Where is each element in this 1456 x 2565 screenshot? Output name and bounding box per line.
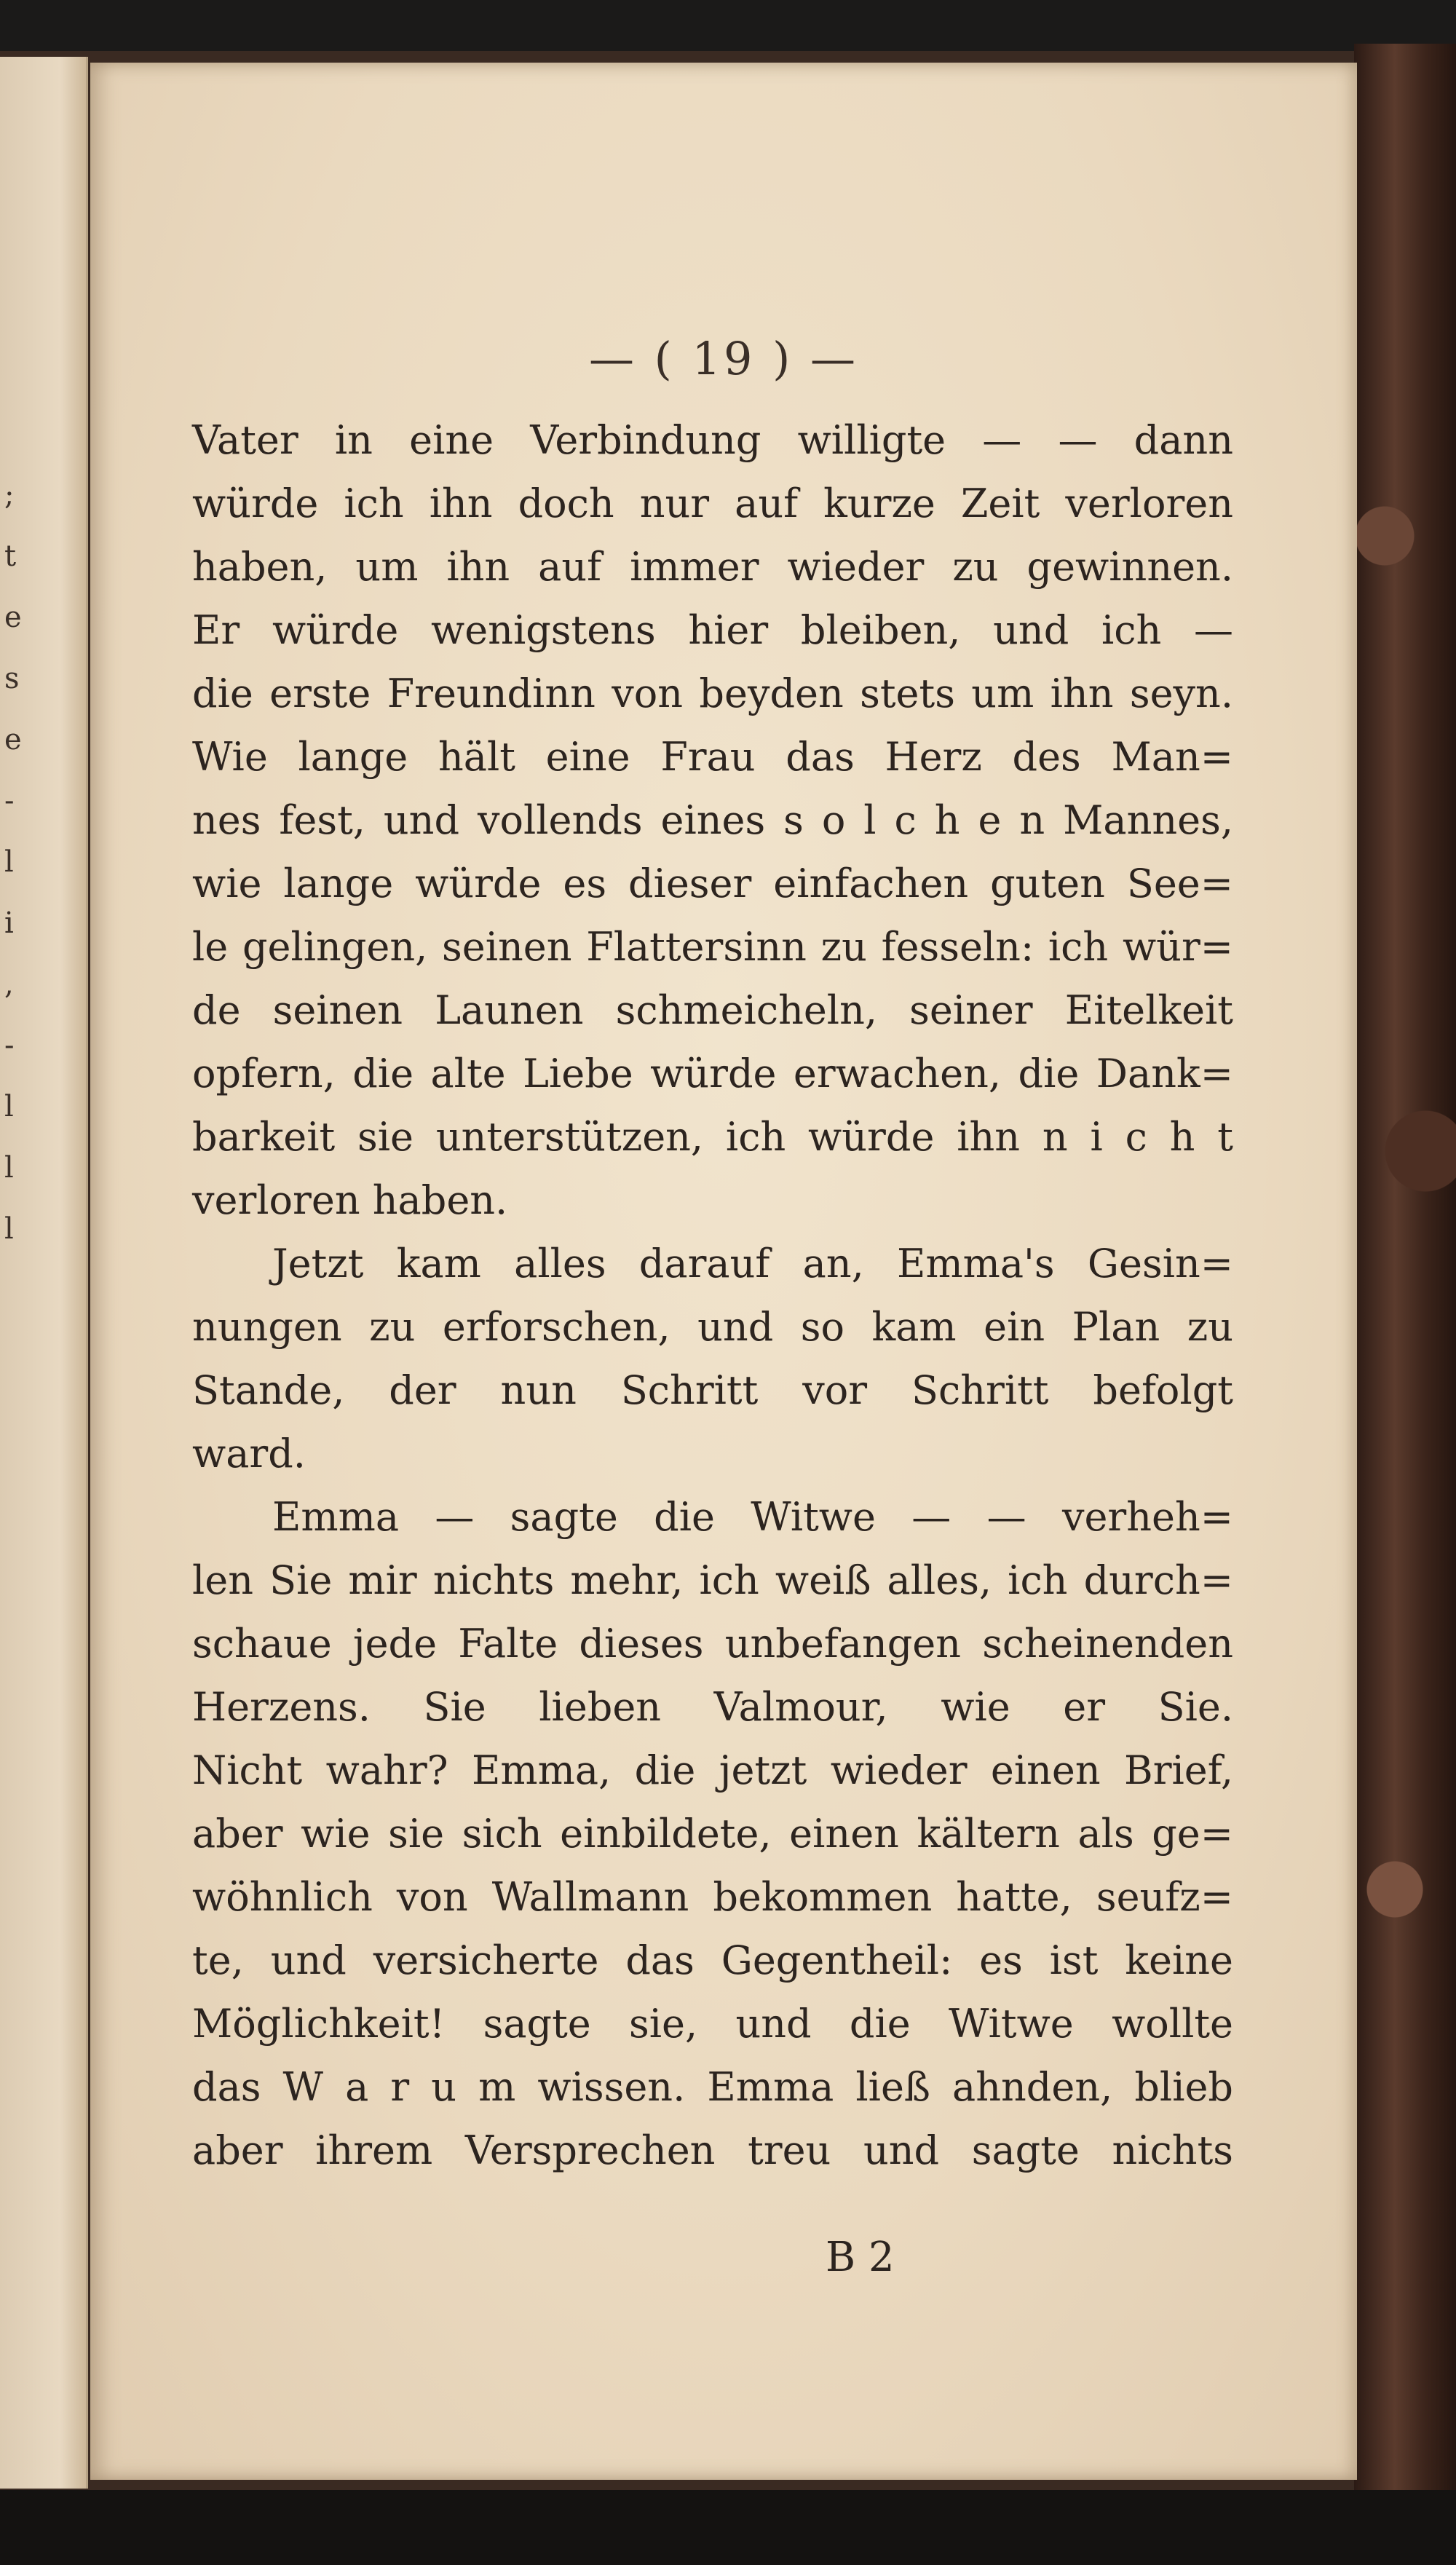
text-line: le gelingen, seinen Flattersinn zu fesseln: ich wür= (192, 924, 1233, 970)
signature-mark: B 2 (826, 2234, 895, 2281)
text-line: Nicht wahr? Emma, die jetzt wieder einen Brief, (192, 1747, 1233, 1793)
text-line: würde ich ihn doch nur auf kurze Zeit verloren (192, 481, 1233, 526)
fragment: e (4, 723, 22, 756)
fragment: l (4, 1151, 14, 1185)
text-line: ward. (192, 1431, 306, 1477)
body-text (192, 408, 1233, 2182)
fragment: i (4, 906, 14, 940)
text-line: Er würde wenigstens hier bleiben, und ich — (192, 607, 1233, 653)
left-page-edge (0, 57, 88, 2489)
fragment: l (4, 1090, 14, 1123)
fragment: l (4, 845, 14, 879)
text-line: nungen zu erforschen, und so kam ein Plan zu (192, 1304, 1233, 1350)
fragment: e (4, 601, 22, 634)
fragment: - (4, 784, 15, 818)
page-number-header: — ( 19 ) — (588, 332, 859, 385)
fragment: l (4, 1212, 14, 1246)
text-line: barkeit sie unterstützen, ich würde ihn n i c h t (192, 1114, 1233, 1160)
left-page-text-fragments (4, 465, 22, 1260)
text-line: haben, um ihn auf immer wieder zu gewinnen. (192, 544, 1233, 590)
text-line: de seinen Launen schmeicheln, seiner Eitelkeit (192, 987, 1233, 1033)
text-line: len Sie mir nichts mehr, ich weiß alles, ich durch= (192, 1557, 1233, 1603)
text-line: Möglichkeit! sagte sie, und die Witwe wollte (192, 2001, 1233, 2047)
fragment: ; (4, 478, 15, 512)
text-line: Jetzt kam alles darauf an, Emma's Gesin= (272, 1241, 1233, 1287)
text-line: Emma — sagte die Witwe — — verheh= (272, 1494, 1233, 1540)
book-cover-edge (1354, 44, 1456, 2505)
text-line: das W a r u m wissen. Emma ließ ahnden, blieb (192, 2064, 1233, 2110)
text-line: Wie lange hält eine Frau das Herz des Man= (192, 734, 1233, 780)
text-line: wöhnlich von Wallmann bekommen hatte, seufz= (192, 1874, 1233, 1920)
fragment: , (4, 968, 14, 1001)
book-page (90, 63, 1357, 2480)
text-line: verloren haben. (192, 1177, 508, 1223)
text-line: aber ihrem Versprechen treu und sagte nichts (192, 2127, 1233, 2173)
scan-background-top (0, 0, 1456, 51)
fragment: t (4, 540, 17, 573)
text-line: wie lange würde es dieser einfachen guten See= (192, 861, 1233, 906)
text-line: aber wie sie sich einbildete, einen kältern als ge= (192, 1811, 1233, 1857)
text-line: Vater in eine Verbindung willigte — — dann (192, 417, 1233, 463)
text-line: die erste Freundinn von beyden stets um ihn seyn. (192, 671, 1233, 716)
fragment: s (4, 662, 20, 695)
text-line: Herzens. Sie lieben Valmour, wie er Sie. (192, 1684, 1233, 1730)
text-line: opfern, die alte Liebe würde erwachen, die Dank= (192, 1051, 1233, 1096)
text-line: nes fest, und vollends eines s o l c h e n Mannes, (192, 797, 1233, 843)
text-line: schaue jede Falte dieses unbefangen scheinenden (192, 1621, 1233, 1667)
fragment: - (4, 1029, 15, 1062)
text-line: Stande, der nun Schritt vor Schritt befolgt (192, 1367, 1233, 1413)
text-line: te, und versicherte das Gegentheil: es ist keine (192, 1937, 1233, 1983)
scan-background-bottom (0, 2490, 1456, 2565)
